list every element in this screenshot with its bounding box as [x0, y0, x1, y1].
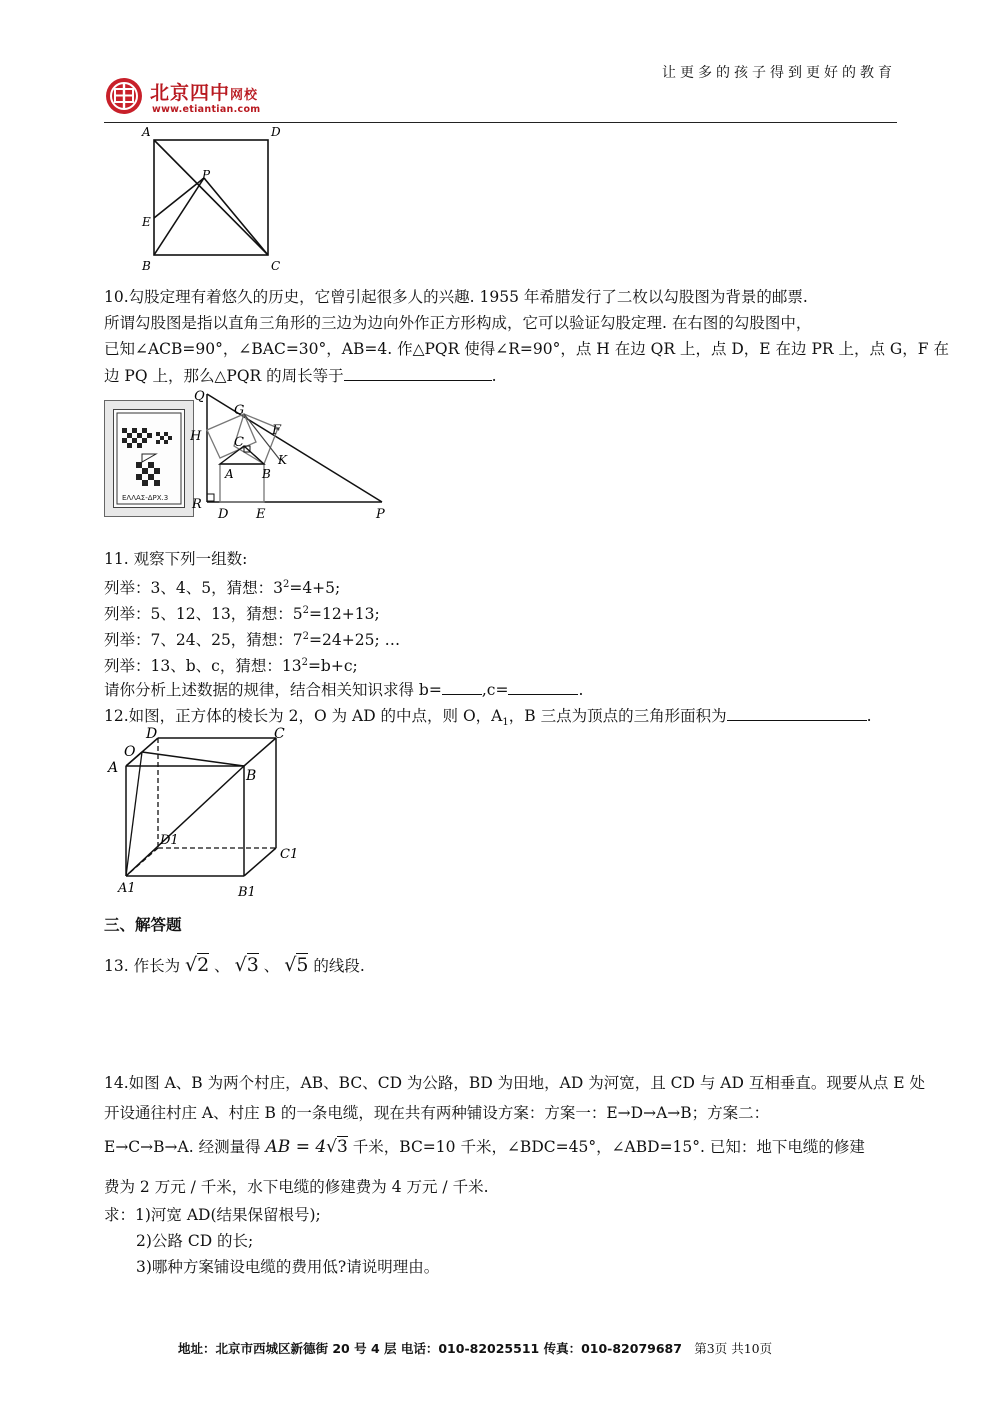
label-b: B	[142, 259, 151, 273]
label-a: A	[108, 760, 119, 776]
q11-blank-c[interactable]	[508, 676, 578, 695]
label-c: C	[271, 259, 281, 273]
q14-question-1: 求：1)河宽 AD(结果保留根号);	[104, 1206, 321, 1224]
cube-figure	[104, 720, 314, 905]
label-b: B	[262, 467, 271, 481]
q11-ask: 请你分析上述数据的规律，结合相关知识求得 b= ,c= .	[104, 676, 583, 703]
q10-answer-blank[interactable]	[344, 362, 492, 381]
label-d: D	[271, 125, 281, 139]
right-angle-r	[207, 494, 214, 501]
segment-bp	[154, 178, 204, 255]
label-a: A	[225, 467, 234, 481]
label-c: C	[234, 435, 244, 450]
q12-answer-blank[interactable]	[727, 702, 867, 721]
q14-line2: 开设通往村庄 A、村庄 B 的一条电缆，现在共有两种铺设方案：方案一：E→D→A→B；方案二：	[104, 1104, 770, 1122]
logo-emblem-icon	[104, 76, 144, 116]
q14-question-2: 2)公路 CD 的长;	[136, 1232, 254, 1250]
brand-sub: 网校	[230, 88, 259, 103]
header-slogan: 让更多的孩子得到更好的教育	[662, 65, 896, 81]
label-c1: C1	[280, 847, 299, 862]
ab-formula: AB = 4√3	[265, 1137, 348, 1157]
segment-ep	[154, 178, 204, 218]
label-d1: D1	[160, 833, 179, 848]
label-p: P	[376, 507, 385, 522]
footer-address: 地址：北京市西城区新德街 20 号 4 层 电话：010-82025511 传真：010-82079687	[178, 1341, 682, 1356]
q14-line1: 14.如图 A、B 为两个村庄，AB、BC、CD 为公路，BD 为田地，AD 为河宽，且 CD 与 AD 互相垂直。现要从点 E 处	[104, 1074, 926, 1092]
q11-title: 11. 观察下列一组数:	[104, 550, 248, 568]
q12-text: 12.如图，正方体的棱长为 2，O 为 AD 的中点，则 O，$A_1$，B 三点为顶点的三角形面积为 .	[104, 702, 872, 736]
label-r: R	[192, 497, 202, 512]
label-o: O	[124, 744, 136, 760]
stamp-caption: ΕΛΛΑΣ-ΔΡΧ.3	[122, 494, 169, 502]
segment-pc	[204, 178, 268, 255]
diagonal-ac	[154, 140, 268, 255]
q11-row-2: 列举：5、12、13，猜想：$5^2=12+13$;	[104, 605, 380, 624]
label-e: E	[256, 507, 266, 522]
sqrt-5: √5	[284, 954, 309, 976]
q10-line2: 所谓勾股图是指以直角三角形的三边为边向外作正方形构成，它可以验证勾股定理. 在右图的勾股图中，	[104, 314, 812, 332]
q10-line1: 10.勾股定理有着悠久的历史，它曾引起很多人的兴趣. 1955 年希腊发行了二枚以勾股图为背景的邮票.	[104, 288, 808, 306]
sqrt-3: √3	[234, 954, 259, 976]
pqr-figure	[190, 384, 400, 524]
q14-line4: 费为 2 万元 / 千米，水下电缆的修建费为 4 万元 / 千米.	[104, 1178, 489, 1196]
label-a1: A1	[118, 881, 136, 896]
stamp-image	[104, 400, 194, 517]
label-b: B	[246, 768, 257, 784]
q11-blank-b[interactable]	[442, 676, 482, 695]
stamp-pythagoras-icon	[114, 410, 184, 507]
q14-line3: E→C→B→A. 经测量得 AB = 4√3 千米，BC=10 千米，∠BDC=45°，∠ABD=15°. 已知：地下电缆的修建	[104, 1137, 865, 1157]
logo	[104, 74, 294, 120]
label-h: H	[190, 429, 202, 444]
q10-line4: 边 PQ 上，那么△PQR 的周长等于 .	[104, 362, 497, 389]
label-k: K	[278, 453, 287, 467]
footer	[178, 1339, 772, 1357]
q11-row-1: 列举：3、4、5，猜想：$3^2=4+5$;	[104, 579, 341, 598]
q10-line3: 已知∠ACB=90°，∠BAC=30°，AB=4. 作△PQR 使得∠R=90°，点 H 在边 QR 上，点 D，E 在边 PR 上，点 G，F 在	[104, 340, 949, 358]
label-e: E	[142, 215, 151, 229]
q13-text: 13. 作长为 √2 、 √3 、 √5 的线段.	[104, 954, 365, 976]
q11-row-4: 列举：13、b、c，猜想：$13^2=b+c$;	[104, 657, 358, 676]
label-d: D	[218, 507, 229, 522]
page-number: 第3页 共10页	[694, 1341, 773, 1356]
sqrt-2: √2	[185, 954, 210, 976]
q14-question-3: 3)哪种方案铺设电缆的费用低?请说明理由。	[136, 1258, 440, 1276]
label-a: A	[142, 125, 151, 139]
square-figure	[138, 122, 288, 274]
section-title: 三、解答题	[104, 916, 182, 934]
label-p: P	[202, 168, 211, 182]
label-f: F	[272, 423, 282, 438]
label-g: G	[234, 403, 245, 418]
label-c: C	[274, 726, 285, 742]
brand-url: www.etiantian.com	[152, 104, 261, 115]
q11-row-3: 列举：7、24、25，猜想：$7^2=24+25$; …	[104, 631, 401, 650]
label-b1: B1	[238, 885, 256, 900]
label-d: D	[146, 726, 158, 742]
brand-name: 北京四中	[150, 82, 231, 104]
label-q: Q	[194, 389, 205, 404]
